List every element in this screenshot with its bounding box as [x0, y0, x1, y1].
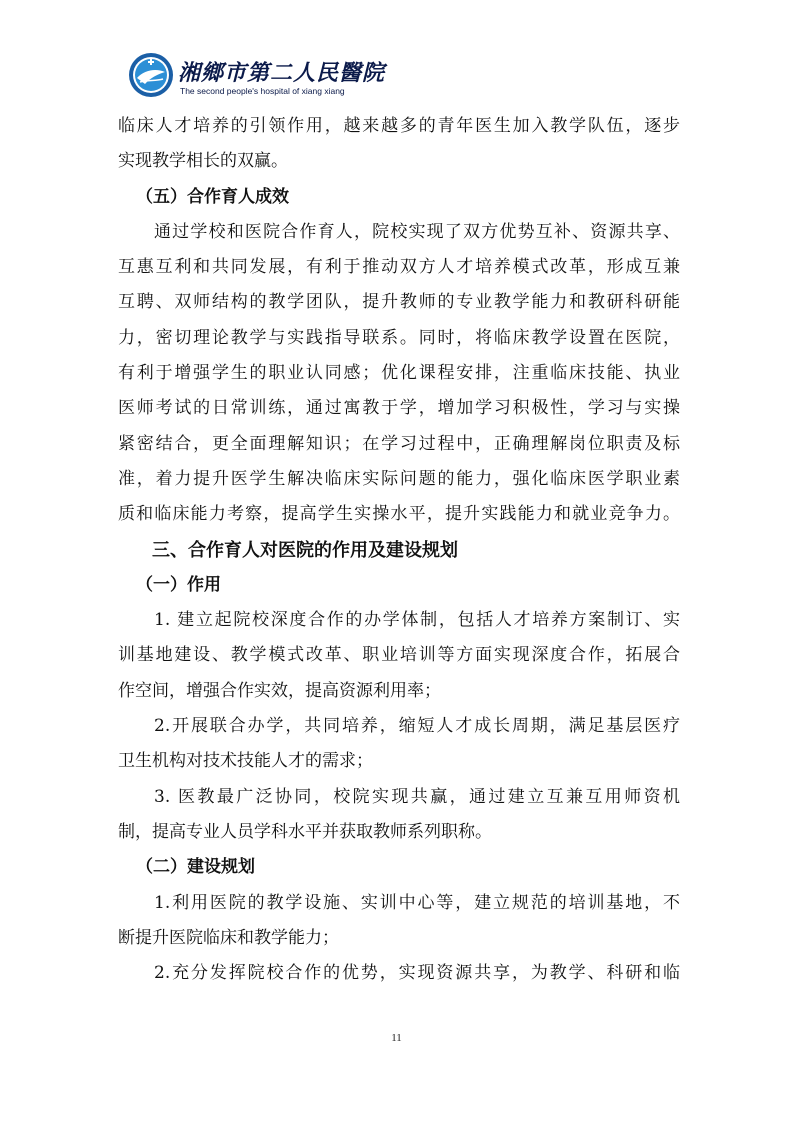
- text-line: 紧密结合，更全面理解知识；在学习过程中，正确理解岗位职责及标: [118, 433, 680, 454]
- text-line: 1. 建立起院校深度合作的办学体制，包括人才培养方案制订、实: [154, 610, 680, 631]
- section-heading: （五）合作育人成效: [136, 186, 289, 207]
- text-line: 通过学校和医院合作育人，院校实现了双方优势互补、资源共享、: [154, 221, 680, 242]
- text-line: 有利于增强学生的职业认同感；优化课程安排，注重临床技能、执业: [118, 363, 680, 384]
- text-line: 医师考试的日常训练，通过寓教于学，增加学习积极性，学习与实操: [118, 398, 680, 419]
- text-line: 作空间，增强合作实效，提高资源利用率；: [118, 680, 441, 701]
- text-line: 质和临床能力考察，提高学生实操水平，提升实践能力和就业竞争力。: [118, 504, 680, 525]
- text-line: 实现教学相长的双赢。: [118, 151, 288, 172]
- text-line: 互聘、双师结构的教学团队，提升教师的专业教学能力和教研科研能: [118, 292, 680, 313]
- text-line: 准，着力提升医学生解决临床实际问题的能力，强化临床医学职业素: [118, 468, 680, 489]
- hospital-name-en: The second people's hospital of xiang xiang: [180, 86, 345, 96]
- text-line: 2.开展联合办学，共同培养，缩短人才成长周期，满足基层医疗: [154, 716, 680, 737]
- page-number: 11: [391, 1032, 402, 1044]
- text-line: 制，提高专业人员学科水平并获取教师系列职称。: [118, 821, 492, 842]
- text-line: 3. 医教最广泛协同，校院实现共赢，通过建立互兼互用师资机: [154, 786, 680, 807]
- text-line: 2.充分发挥院校合作的优势，实现资源共享，为教学、科研和临: [154, 963, 680, 984]
- page-header: [128, 52, 528, 106]
- hospital-emblem-icon: [128, 52, 174, 98]
- section-heading: （二）建设规划: [136, 857, 255, 878]
- text-line: 断提升医院临床和教学能力；: [118, 927, 339, 948]
- text-line: 力，密切理论教学与实践指导联系。同时，将临床教学设置在医院，: [118, 327, 680, 348]
- text-line: 训基地建设、教学模式改革、职业培训等方面实现深度合作，拓展合: [118, 645, 680, 666]
- text-line: 互惠互利和共同发展，有利于推动双方人才培养模式改革，形成互兼: [118, 257, 680, 278]
- text-line: 1.利用医院的教学设施、实训中心等，建立规范的培训基地，不: [154, 892, 680, 913]
- document-body: [118, 109, 680, 991]
- section-heading: （一）作用: [136, 574, 221, 595]
- hospital-name-cn: 湘鄉市第二人民醫院: [178, 60, 386, 86]
- text-line: 卫生机构对技术技能人才的需求；: [118, 751, 373, 772]
- section-heading: 三、合作育人对医院的作用及建设规划: [152, 539, 458, 561]
- text-line: 临床人才培养的引领作用，越来越多的青年医生加入教学队伍，逐步: [118, 116, 680, 136]
